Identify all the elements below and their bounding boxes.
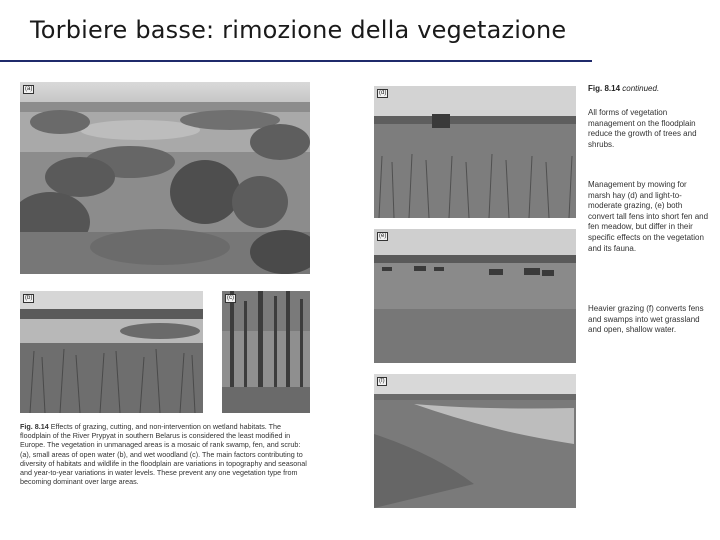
photo-scrub-mosaic bbox=[20, 82, 310, 274]
panel-label-f: (f) bbox=[379, 378, 385, 384]
title-underline bbox=[0, 60, 592, 62]
photo-mowing bbox=[374, 86, 576, 218]
photo-grazing-cattle bbox=[374, 229, 576, 363]
panel-label-a: (a) bbox=[25, 86, 33, 92]
side-paragraph-1: All forms of vegetation management on the floodplain reduce the growth of trees and shrubs. bbox=[588, 108, 697, 149]
slide-title: Torbiere basse: rimozione della vegetazione bbox=[30, 16, 567, 44]
figure-caption bbox=[20, 422, 312, 486]
photo-wet-woodland bbox=[222, 291, 310, 413]
side-fig-number: Fig. 8.14 bbox=[588, 84, 621, 93]
panel-label-c: (c) bbox=[227, 295, 234, 301]
caption-fig-number: Fig. 8.14 bbox=[20, 422, 49, 431]
side-figure-heading bbox=[588, 84, 659, 93]
panel-label-b: (b) bbox=[25, 295, 33, 301]
panel-label-e: (e) bbox=[379, 233, 387, 239]
photo-shallow-water bbox=[374, 374, 576, 508]
side-paragraph-2: Management by mowing for marsh hay (d) and light-to-moderate grazing, (e) both convert tall fens into short fen and fen meadow, but differ in their specific effects on the vegetation and its fauna. bbox=[588, 180, 709, 253]
photo-open-water bbox=[20, 291, 203, 413]
panel-label-d: (d) bbox=[379, 90, 387, 96]
side-paragraph-3: Heavier grazing (f) converts fens and swamps into wet grassland and open, shallow water. bbox=[588, 304, 704, 335]
side-fig-continued: continued. bbox=[622, 84, 660, 93]
caption-text: Effects of grazing, cutting, and non-intervention on wetland habitats. The floodplain of the River Prypyat in southern Belarus is considered the least modified in Europe. The vegetation in unmanaged areas is a mosaic of rank swamp, fen, and scrub: (a), small areas of open water (b), and wet woodland (c). The main factors contributing to diversity of habitats and wildlife in the floodplain are variations in topography and seasonal and year-to-year variations in water levels. These prevent any one vegetation type from becoming dominant over large areas. bbox=[20, 422, 307, 487]
